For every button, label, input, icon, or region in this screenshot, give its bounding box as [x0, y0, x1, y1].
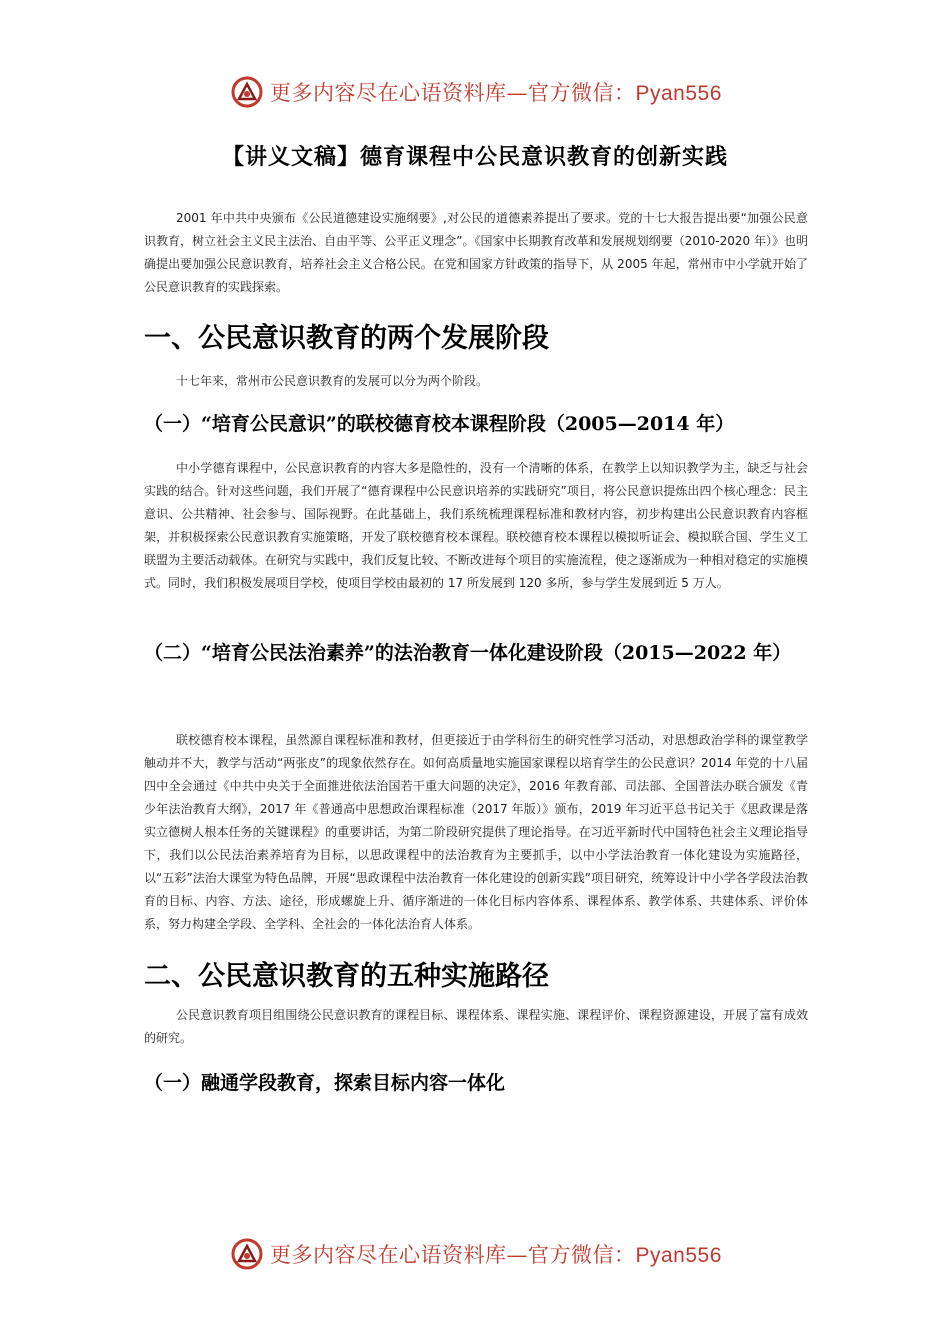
- section-1-sub-2-body: 联校德育校本课程，虽然源自课程标准和教材，但更接近于由学科衍生的研究性学习活动，对思想政治学科的课堂教学触动并不大，教学与活动“两张皮”的现象依然存在。如何高质量地实施国家课程以培育学生的公民意识？2014 年党的十八届四中全会通过《中共中央关于全面推进依法治国若干重大问题的决定》，2016 年教育部、司法部、全国普法办联合颁发《青少年法治教育大纲》，2017 年《普通高中思想政治课程标准（2017 年版）》颁布，2019 年习近平总书记关于《思政课是落实立德树人根本任务的关键课程》的重要讲话，为第二阶段研究提供了理论指导。在习近平新时代中国特色社会主义理论指导下，我们以公民法治素养培育为目标，以思政课程中的法治教育为主要抓手，以中小学法治教育一体化建设为实施路径，以“五彩”法治大课堂为特色品牌，开展“思政课程中法治教育一体化建设的创新实践”项目研究，统筹设计中小学各学段法治教育的目标、内容、方法、途径，形成螺旋上升、循序渐进的一体化目标内容体系、课程体系、教学体系、共建体系、评价体系，努力构建全学段、全学科、全社会的一体化法治育人体系。: [144, 733, 808, 931]
- banner-text: 更多内容尽在心语资料库—官方微信：Pyan556: [270, 1243, 722, 1267]
- brand-logo-icon: [230, 75, 264, 109]
- section-1-heading: 一、公民意识教育的两个发展阶段: [144, 323, 549, 354]
- section-1-sub-1-heading: （一）“培育公民意识”的联校德育校本课程阶段（2005—2014 年）: [144, 413, 735, 435]
- header-banner: [230, 74, 730, 110]
- footer-banner: [230, 1236, 730, 1272]
- intro-paragraph: 2001 年中共中央颁布《公民道德建设实施纲要》,对公民的道德素养提出了要求。党的十七大报告提出要“加强公民意识教育，树立社会主义民主法治、自由平等、公平正义理念”。《国家中长期教育改革和发展规划纲要（2010-2020 年）》也明确提出要加强公民意识教育，培养社会主义合格公民。在党和国家方针政策的指导下，从 2005 年起，常州市中小学就开始了公民意识教育的实践探索。: [144, 211, 808, 294]
- brand-logo-icon: [230, 1237, 264, 1271]
- section-1-lead: 十七年来，常州市公民意识教育的发展可以分为两个阶段。: [176, 374, 489, 388]
- section-1-sub-1-body: 中小学德育课程中，公民意识教育的内容大多是隐性的，没有一个清晰的体系，在教学上以知识教学为主，缺乏与社会实践的结合。针对这些问题，我们开展了“德育课程中公民意识培养的实践研究”项目，将公民意识提炼出四个核心理念：民主意识、公共精神、社会参与、国际视野。在此基础上，我们系统梳理课程标准和教材内容，初步构建出公民意识教育内容框架，并积极探索公民意识教育实施策略，开发了联校德育校本课程。联校德育校本课程以模拟听证会、模拟联合国、学生义工联盟为主要活动载体。在研究与实践中，我们反复比较、不断改进每个项目的实施流程，使之逐渐成为一种相对稳定的实施模式。同时，我们积极发展项目学校，使项目学校由最初的 17 所发展到 120 多所，参与学生发展到近 5 万人。: [144, 461, 808, 590]
- banner-text: 更多内容尽在心语资料库—官方微信：Pyan556: [270, 81, 722, 105]
- document-title: 【讲义文稿】德育课程中公民意识教育的创新实践: [221, 145, 728, 170]
- section-2-lead: 公民意识教育项目组围绕公民意识教育的课程目标、课程体系、课程实施、课程评价、课程资源建设，开展了富有成效的研究。: [144, 1008, 808, 1045]
- section-2-sub-1-heading: （一）融通学段教育，探索目标内容一体化: [144, 1072, 506, 1094]
- section-2-heading: 二、公民意识教育的五种实施路径: [144, 961, 549, 992]
- section-1-sub-2-heading: （二）“培育公民法治素养”的法治教育一体化建设阶段（2015—2022 年）: [144, 642, 792, 664]
